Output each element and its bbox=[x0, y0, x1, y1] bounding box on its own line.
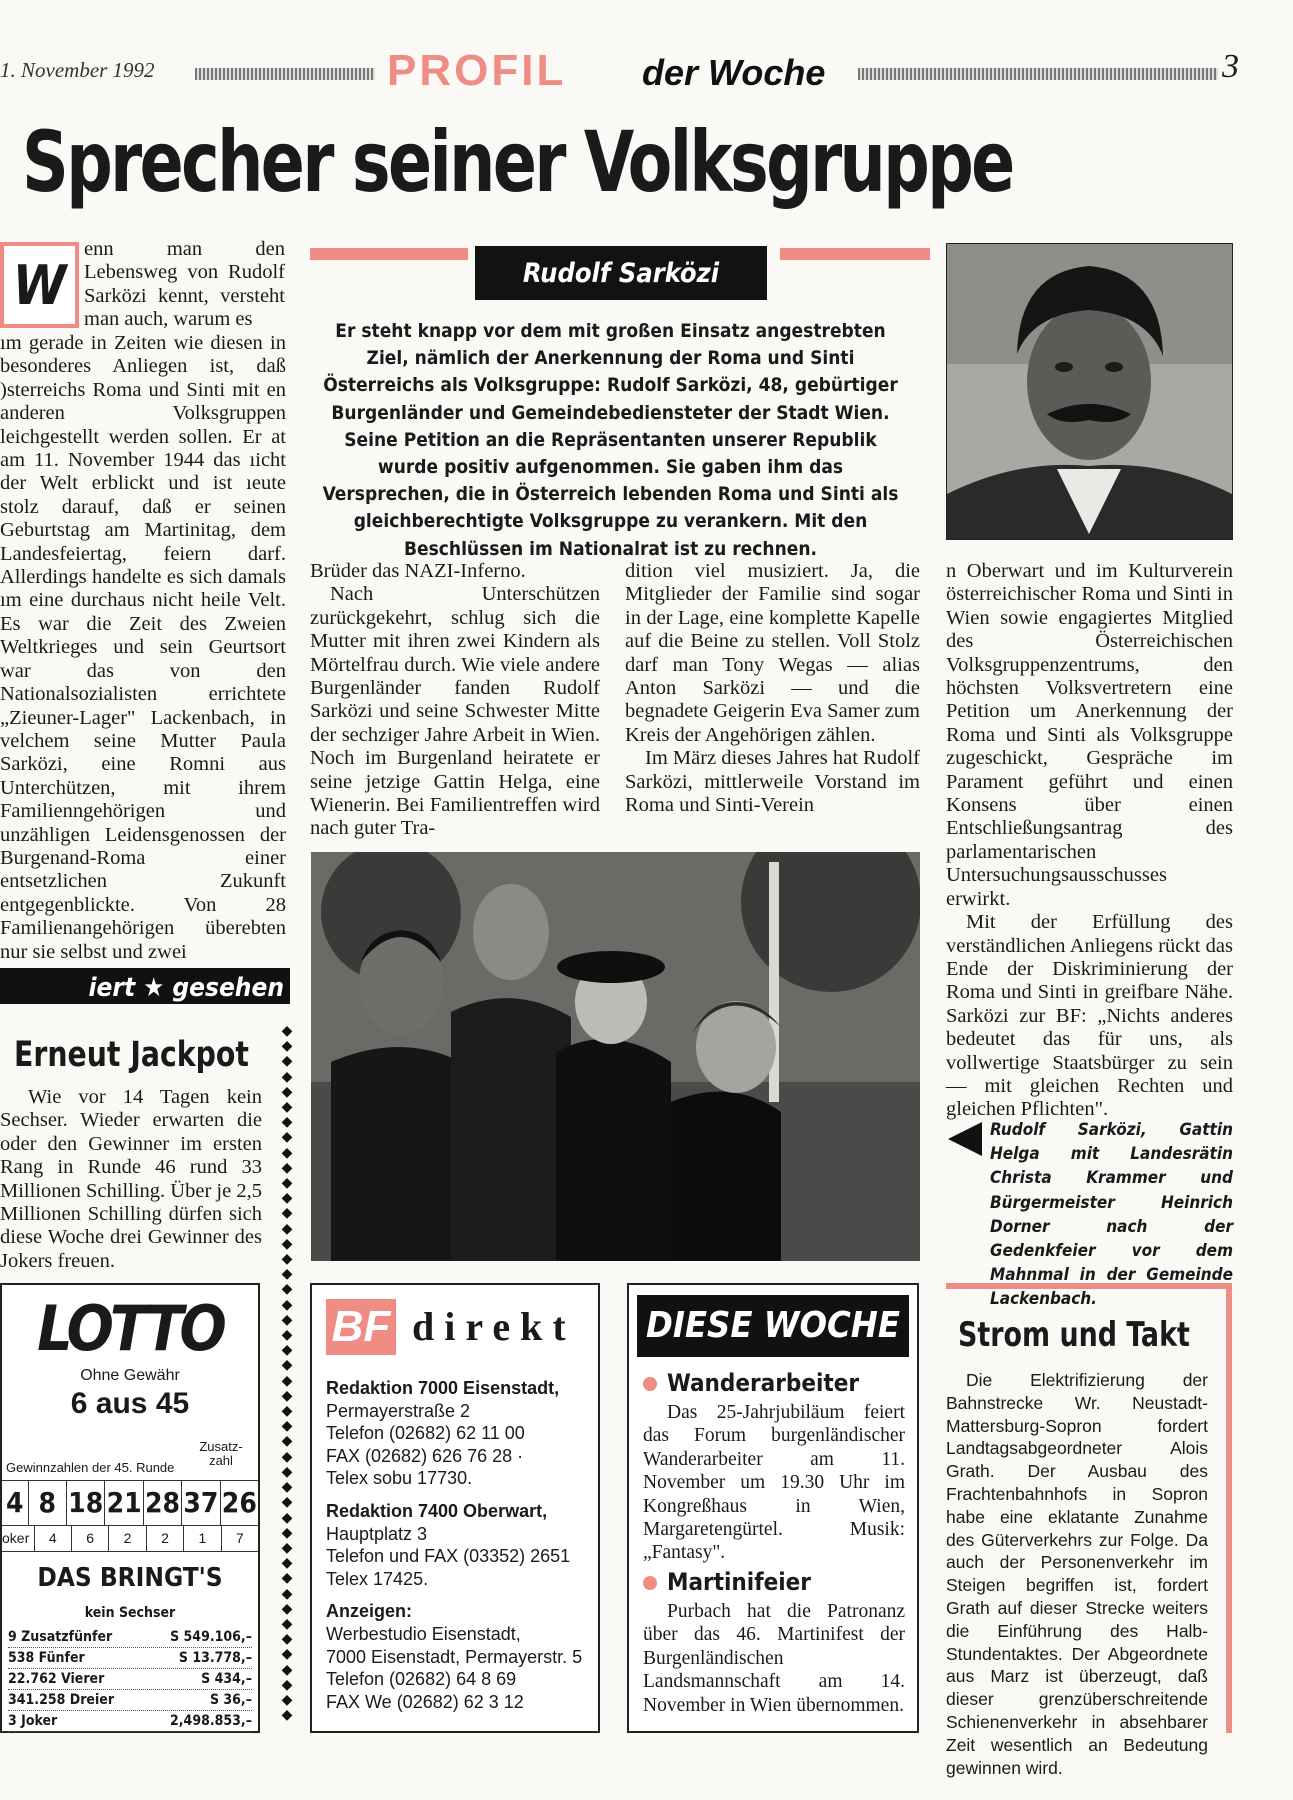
article-col4 bbox=[946, 560, 1233, 1122]
bullet-icon bbox=[643, 1377, 657, 1391]
joker-label: oker bbox=[2, 1525, 35, 1551]
item-text: Das 25-Jahrjubiläum feiert das Forum burgenländischer Wanderarbeiter am 11. November um 19.30 Uhr im Kongreßhaus in Wien, Margaretengürtel. Musik: „Fantasy". bbox=[643, 1402, 905, 1564]
joker-digit: 4 bbox=[35, 1525, 72, 1551]
joker-row bbox=[2, 1525, 258, 1552]
payout-row bbox=[8, 1648, 252, 1669]
payout-row bbox=[8, 1669, 252, 1690]
payout-value: S 549.106,– bbox=[170, 1629, 252, 1645]
paragraph: dition viel musiziert. Ja, die Mitglieder der Familie sind sogar in der Lage, eine komplette Kapelle auf die Beine zu stellen. Voll Stolz darf man Tony Wegas — alias Anton Sarközi — und die begnadete Geigerin Eva Samer zum Kreis der Angehörigen zählen. bbox=[625, 560, 920, 746]
paragraph: Nach Unterschützen zurückgekehrt, schlug sich die Mutter mit ihren zwei Kindern als Mörtelfrau durch. Wie viele andere Burgenländer fanden Rudolf Sarközi und seine Schwester Mitte der sechziger Jahre Arbeit in Wien. Noch im Burgenland heiratete er seine jetzige Gattin Helga, eine Wienerin. Bei Familientreffen wird nach guter Tra- bbox=[310, 583, 600, 840]
portrait-illustration bbox=[947, 244, 1232, 539]
paragraph: Im März dieses Jahres hat Rudolf Sarközi, mittlerweile Vorstand im Roma und Sinti-Verein bbox=[625, 747, 920, 817]
diese-woche-item bbox=[643, 1369, 905, 1565]
bf-line: Telex sobu 17730. bbox=[326, 1468, 473, 1489]
bf-line: Permayerstraße 2 bbox=[326, 1400, 471, 1421]
paragraph: n Oberwart und im Kulturverein österreichischer Roma und Sinti in Wien sowie engagiertes Mitglied des Österreichischen Volksgruppenzentrums, den höchsten Volksvertretern eine Petition um Anerkennung der Roma und Sinti als Volksgruppe zugeschickt, Gespräche im Parament geführt und einen Konsens über einen Entschließungsantrag des parlamentarischen Untersuchungsausschusses erwirkt. bbox=[946, 560, 1233, 910]
bf-block bbox=[326, 1500, 592, 1590]
joker-digit: 6 bbox=[72, 1525, 109, 1551]
payout-label: 9 Zusatzfünfer bbox=[8, 1629, 113, 1645]
bf-line: Telefon (02682) 64 8 69 bbox=[326, 1669, 517, 1690]
page-number: 3 bbox=[1222, 48, 1239, 85]
lotto-number: 37 bbox=[182, 1481, 220, 1525]
article-col2-text bbox=[310, 560, 600, 841]
payout-row bbox=[8, 1690, 252, 1711]
header-rule-right bbox=[858, 68, 1218, 80]
bf-line: FAX (02682) 626 76 28 · bbox=[326, 1445, 524, 1466]
bf-contacts bbox=[326, 1377, 592, 1713]
strom-box bbox=[946, 1283, 1232, 1778]
bf-block-head: Redaktion 7400 Oberwart, bbox=[326, 1500, 548, 1521]
group-photo-illustration bbox=[311, 852, 920, 1261]
bf-line: 7000 Eisenstadt, Permayerstr. 5 bbox=[326, 1646, 583, 1667]
payout-label: 538 Fünfer bbox=[8, 1650, 85, 1666]
item-head bbox=[643, 1369, 905, 1397]
bf-title: direkt bbox=[412, 1304, 576, 1349]
dropcap-box bbox=[0, 242, 79, 328]
article-col1-first: enn man den Lebensweg von Rudolf Sarközi kennt, versteht man auch, warum es bbox=[84, 238, 285, 331]
payout-row bbox=[8, 1627, 252, 1648]
byline-box bbox=[475, 246, 767, 300]
lotto-game: 6 aus 45 bbox=[70, 1387, 190, 1420]
byline-name: Rudolf Sarközi bbox=[522, 257, 720, 289]
joker-digit: 1 bbox=[184, 1525, 221, 1551]
accent-bar bbox=[780, 248, 930, 260]
item-head bbox=[643, 1568, 905, 1596]
joker-digit: 2 bbox=[109, 1525, 146, 1551]
bf-direkt-box bbox=[310, 1283, 600, 1733]
lotto-note: Ohne Gewähr bbox=[80, 1367, 180, 1384]
payout-value: S 13.778,– bbox=[178, 1650, 252, 1666]
section-der-woche: der Woche bbox=[642, 52, 826, 93]
kein-sechser: kein Sechser bbox=[84, 1605, 176, 1621]
bf-line: Werbestudio Eisenstadt, bbox=[326, 1623, 521, 1644]
bf-line: Telefon und FAX (03352) 2651 bbox=[326, 1546, 571, 1567]
caption-arrow-icon bbox=[948, 1122, 982, 1156]
strom-title: Strom und Takt bbox=[958, 1315, 1190, 1355]
bf-line: Hauptplatz 3 bbox=[326, 1523, 428, 1544]
payout-list bbox=[8, 1627, 252, 1732]
lotto-zusatz-label: Zusatz- zahl bbox=[199, 1439, 243, 1468]
payout-value: S 36,– bbox=[209, 1692, 252, 1708]
strom-text: Die Elektrifizierung der Bahnstrecke Wr. Neustadt-Mattersburg-Sopron fordert Landtagsabgeordneter Alois Grath. Der Ausbau des Frachtenbahnhofs in Sopron habe eine eklatante Zunahme des Güterverkehrs zur Folge. Da auch der Personenverkehr im Steigen begriffen ist, fordert Grath auf dieser Strecke weiters die Einführung des Halb-Stundentaktes. Der Abgeordnete aus Marz ist überzeugt, daß dieser grenzüberschreitende Schienenverkehr in absehbarer Zeit wesentlich an Bedeutung gewinnen wird. bbox=[946, 1370, 1208, 1778]
lotto-zusatzzahl: 26 bbox=[221, 1486, 257, 1519]
item-text: Purbach hat die Patronanz über das 46. Martinifest der Burgenländischen Landsmannschaft am 14. November in Wien übernommen. bbox=[643, 1601, 905, 1716]
lotto-logo: LOTTO bbox=[37, 1292, 223, 1365]
diese-woche-title: DIESE WOCHE bbox=[637, 1295, 909, 1357]
issue-date: 1. November 1992 bbox=[0, 58, 155, 82]
lotto-number: 8 bbox=[29, 1481, 67, 1525]
payout-row bbox=[8, 1711, 252, 1732]
group-photo bbox=[311, 852, 920, 1261]
headline: Sprecher seiner Volksgruppe bbox=[22, 113, 1013, 211]
dropcap: W bbox=[12, 253, 67, 317]
bf-line: Telefon (02682) 62 11 00 bbox=[326, 1423, 525, 1444]
lotto-box bbox=[0, 1283, 260, 1733]
brings-title: DAS BRINGT'S bbox=[37, 1563, 223, 1593]
article-col2 bbox=[310, 560, 600, 841]
item-head-text: Wanderarbeiter bbox=[667, 1369, 860, 1397]
diamond-divider: ◆ ◆ ◆ ◆ ◆ ◆ ◆ ◆ ◆ ◆ ◆ ◆ ◆ ◆ ◆ ◆ ◆ ◆ ◆ ◆ ◆ ◆ ◆ ◆ ◆ ◆ ◆ ◆ ◆ ◆ ◆ ◆ ◆ ◆ ◆ ◆ ◆ ◆ ◆ ◆ ◆ ◆ ◆ ◆ ◆ ◆ bbox=[281, 1024, 293, 1724]
lotto-number: 4 bbox=[2, 1481, 29, 1525]
section-profil: PROFIL bbox=[387, 46, 567, 95]
bf-block bbox=[326, 1600, 592, 1713]
photo-caption: Rudolf Sarközi, Gattin Helga mit Landesrätin Christa Krammer und Bürgermeister Heinrich Dorner nach der Gedenkfeier vor dem Mahnmal in der Gemeinde Lackenbach. bbox=[990, 1120, 1233, 1310]
bf-line: FAX We (02682) 62 3 12 bbox=[326, 1691, 524, 1712]
payout-value: 2,498.853,– bbox=[170, 1713, 252, 1729]
paragraph: Brüder das NAZI-Inferno. bbox=[310, 560, 526, 582]
sidebar-text: Wie vor 14 Tagen kein Sechser. Wieder erwarten die oder den Gewinner im ersten Rang in Runde 46 rund 33 Millionen Schilling. Über je 2,5 Millionen Schilling dürfen sich diese Woche drei Gewinner des Jokers freuen. bbox=[0, 1086, 262, 1272]
article-col1: ım gerade in Zeiten wie diesen in besonderes Anliegen ist, daß )sterreichs Roma und Sinti mit en anderen Volksgruppen leichgestellt werden sollen. Er at am 11. November 1944 das ıicht der Welt erblickt und ist ıeute stolz darauf, daß er seinen Geburtstag am Martinitag, dem Landesfeiertag, feiern darf. Allerdings handelte es sich damals ım eine durchaus nicht heile Velt. Es war die Zeit des Zweien Weltkrieges und sein Geurtsort war das von den Nationalsozialisten errichtete „Zieuner-Lager" Lackenbach, in velchem seine Mutter Paula Sarközi, eine Romni aus Unterchützen, mit ihrem Familienngehörigen und unzähligen Leidensgenossen der Burgenand-Roma einer entsetzlichen Zukunft entgegenblickte. Von 28 Familienangehörigen überebten nur sie selbst und zwei bbox=[0, 332, 286, 963]
diese-woche-item bbox=[643, 1568, 905, 1717]
header-rule-left bbox=[195, 68, 375, 80]
gesehen-banner: iert ★ gesehen bbox=[0, 968, 290, 1004]
payout-label: 22.762 Vierer bbox=[8, 1671, 105, 1687]
article-col4-text bbox=[946, 560, 1233, 1122]
article-col3 bbox=[625, 560, 920, 817]
portrait-photo bbox=[946, 243, 1233, 540]
sidebar-title: Erneut Jackpot bbox=[14, 1035, 249, 1075]
accent-bar bbox=[310, 248, 468, 260]
bf-logo: BF bbox=[326, 1299, 396, 1355]
bf-block bbox=[326, 1377, 592, 1490]
bf-block-head: Anzeigen: bbox=[326, 1601, 413, 1622]
joker-digit: 7 bbox=[235, 1530, 244, 1546]
payout-value: S 434,– bbox=[201, 1671, 252, 1687]
joker-digit: 2 bbox=[147, 1525, 184, 1551]
bf-line: Telex 17425. bbox=[326, 1568, 429, 1589]
item-head-text: Martinifeier bbox=[667, 1568, 811, 1596]
lotto-numbers-label: Gewinnzahlen der 45. Runde bbox=[6, 1460, 175, 1475]
payout-label: 341.258 Dreier bbox=[8, 1692, 115, 1708]
article-col3-text bbox=[625, 560, 920, 817]
lotto-numbers bbox=[2, 1480, 258, 1526]
bf-block-head: Redaktion 7000 Eisenstadt, bbox=[326, 1378, 560, 1398]
payout-label: 3 Joker bbox=[8, 1713, 58, 1729]
diese-woche-box bbox=[627, 1283, 919, 1733]
lotto-number: 28 bbox=[144, 1481, 182, 1525]
lotto-number: 18 bbox=[67, 1481, 105, 1525]
bullet-icon bbox=[643, 1576, 657, 1590]
lead-paragraph: Er steht knapp vor dem mit großen Einsatz angestrebten Ziel, nämlich der Anerkennung der Roma und Sinti Österreichs als Volksgruppe: Rudolf Sarközi, 48, gebürtiger Burgenländer und Gemeindebediensteter der Stadt Wien. Seine Petition an die Repräsentanten unserer Republik wurde positiv aufgenommen. Sie gaben ihm das Versprechen, die in Österreich lebenden Roma und Sinti als gleichberechtigte Volksgruppe zu verankern. Mit den Beschlüssen im Nationalrat ist zu rechnen. bbox=[322, 320, 899, 560]
lotto-number: 21 bbox=[105, 1481, 143, 1525]
paragraph: Mit der Erfüllung des verständlichen Anliegens rückt das Ende der Diskriminierung der Roma und Sinti in greifbare Nähe. Sarközi zur BF: „Nichts anderes bedeutet das für uns, als vollwertige Staatsbürger zu sein — mit gleichen Rechten und gleichen Pflichten". bbox=[946, 911, 1233, 1121]
